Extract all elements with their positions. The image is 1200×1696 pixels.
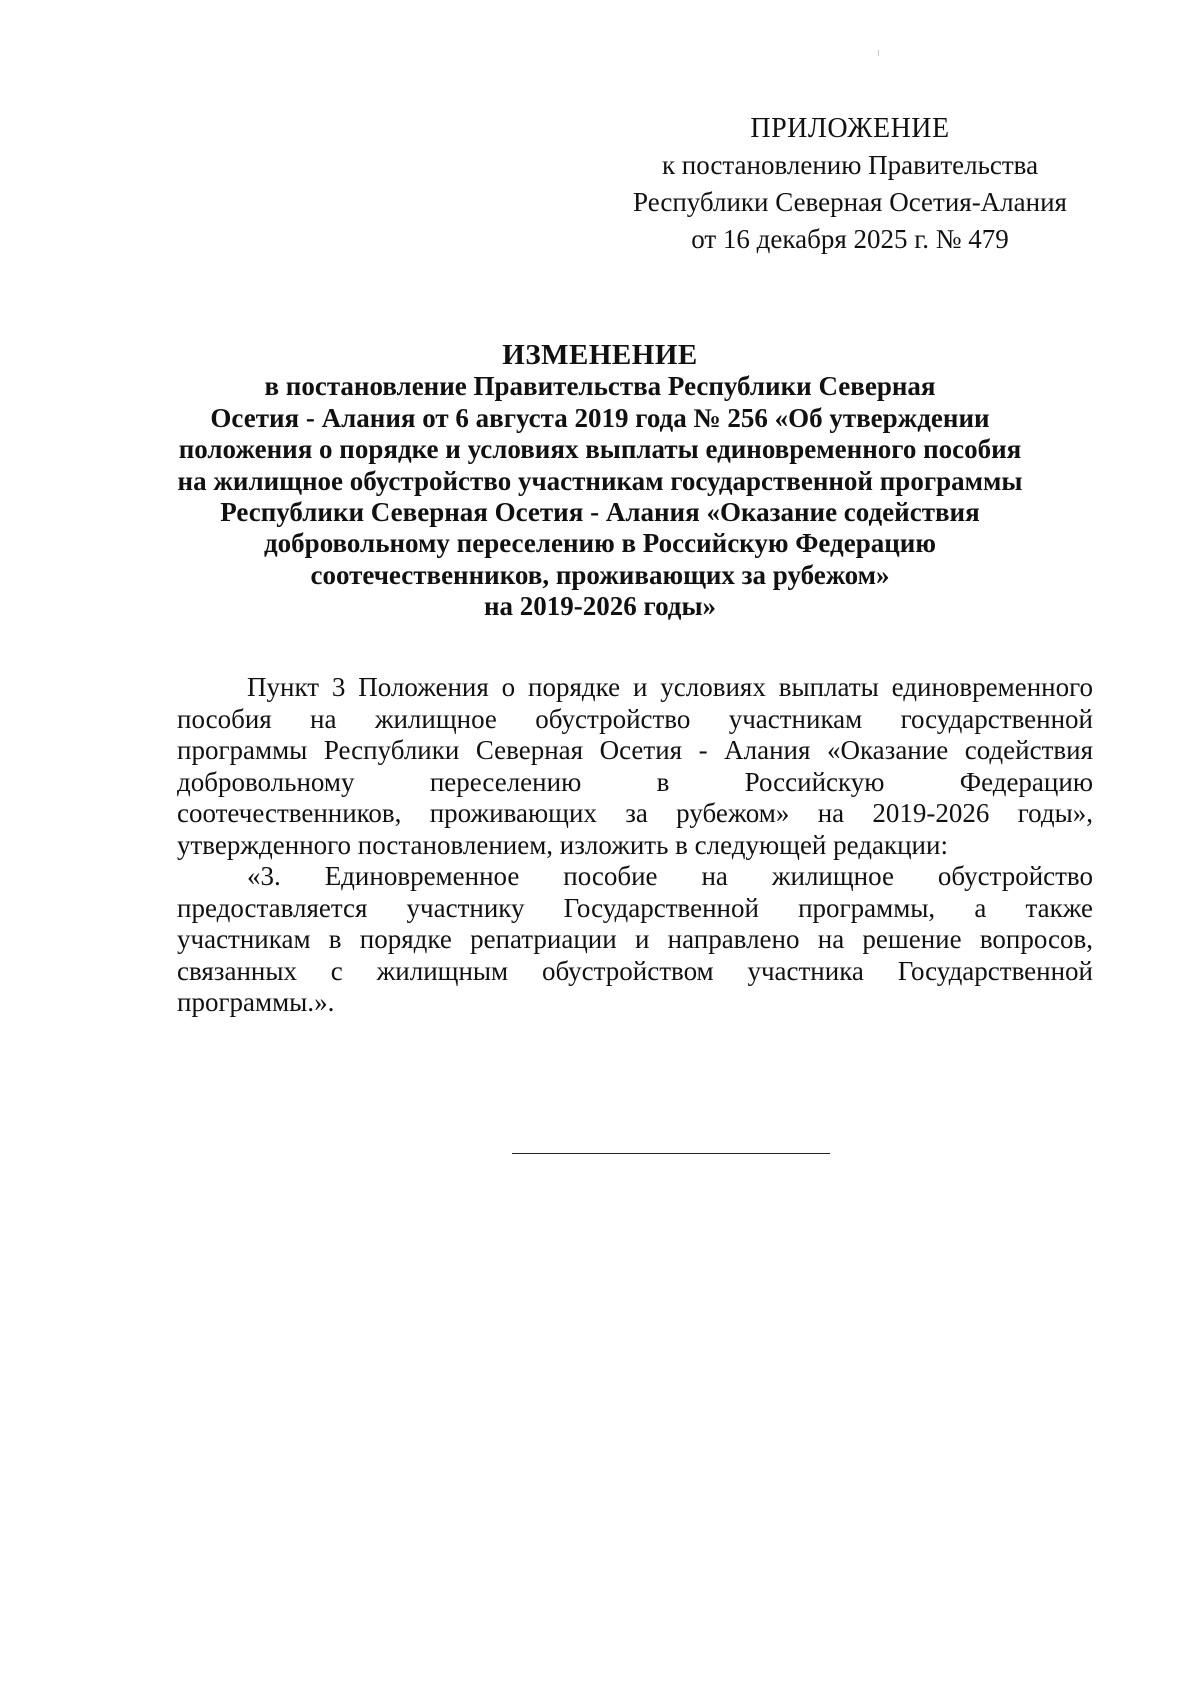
paragraph-line: пособия на жилищное обустройство участникам государственной — [177, 703, 1093, 734]
paragraph-line: добровольному переселению в Российскую Федерацию — [177, 766, 1093, 797]
title-line: на жилищное обустройство участникам государственной программы — [177, 465, 1023, 496]
paragraph-line: Пункт 3 Положения о порядке и условиях выплаты единовременного — [247, 672, 1093, 702]
title-line: на 2019-2026 годы» — [483, 591, 717, 622]
title-line: в постановление Правительства Республики Северная — [264, 371, 936, 402]
paragraph-line: предоставляется участнику Государственной программы, а также — [177, 892, 1093, 923]
appendix-header — [620, 110, 1080, 258]
paragraph-1 — [177, 672, 1093, 861]
title-line: соотечественников, проживающих за рубежом» — [310, 559, 890, 590]
paragraph-line: утвержденного постановлением, изложить в следующей редакции: — [177, 829, 948, 860]
paragraph-line: соотечественников, проживающих за рубежом» на 2019-2026 годы», — [177, 798, 1093, 828]
title-main: ИЗМЕНЕНИЕ — [502, 339, 698, 371]
paragraph-line: связанных с жилищным обустройством участника Государственной — [177, 955, 1093, 986]
scan-mark — [878, 50, 879, 56]
title-line: положения о порядке и условиях выплаты единовременного пособия — [178, 434, 1022, 465]
title-line: Осетия - Алания от 6 августа 2019 года № 256 «Об утверждении — [210, 402, 990, 433]
paragraph-line: «3. Единовременное пособие на жилищное обустройство — [247, 861, 1093, 891]
title-line: добровольному переселению в Российскую Федерацию — [264, 528, 936, 559]
paragraph-line: программы Республики Северная Осетия - Алания «Оказание содействия — [177, 735, 1093, 765]
closing-rule — [512, 1153, 830, 1154]
title-line: Республики Северная Осетия - Алания «Оказание содействия — [220, 497, 980, 528]
appendix-line-3: от 16 декабря 2025 г. № 479 — [691, 224, 1009, 254]
appendix-heading: ПРИЛОЖЕНИЕ — [750, 113, 950, 144]
document-title — [150, 340, 1050, 623]
paragraph-2 — [177, 861, 1093, 1019]
appendix-line-2: Республики Северная Осетия-Алания — [633, 187, 1067, 217]
appendix-line-1: к постановлению Правительства — [661, 150, 1039, 180]
body-text — [177, 672, 1093, 1019]
paragraph-line: программы.». — [177, 987, 335, 1017]
paragraph-line: участникам в порядке репатриации и направлено на решение вопросов, — [177, 924, 1093, 954]
